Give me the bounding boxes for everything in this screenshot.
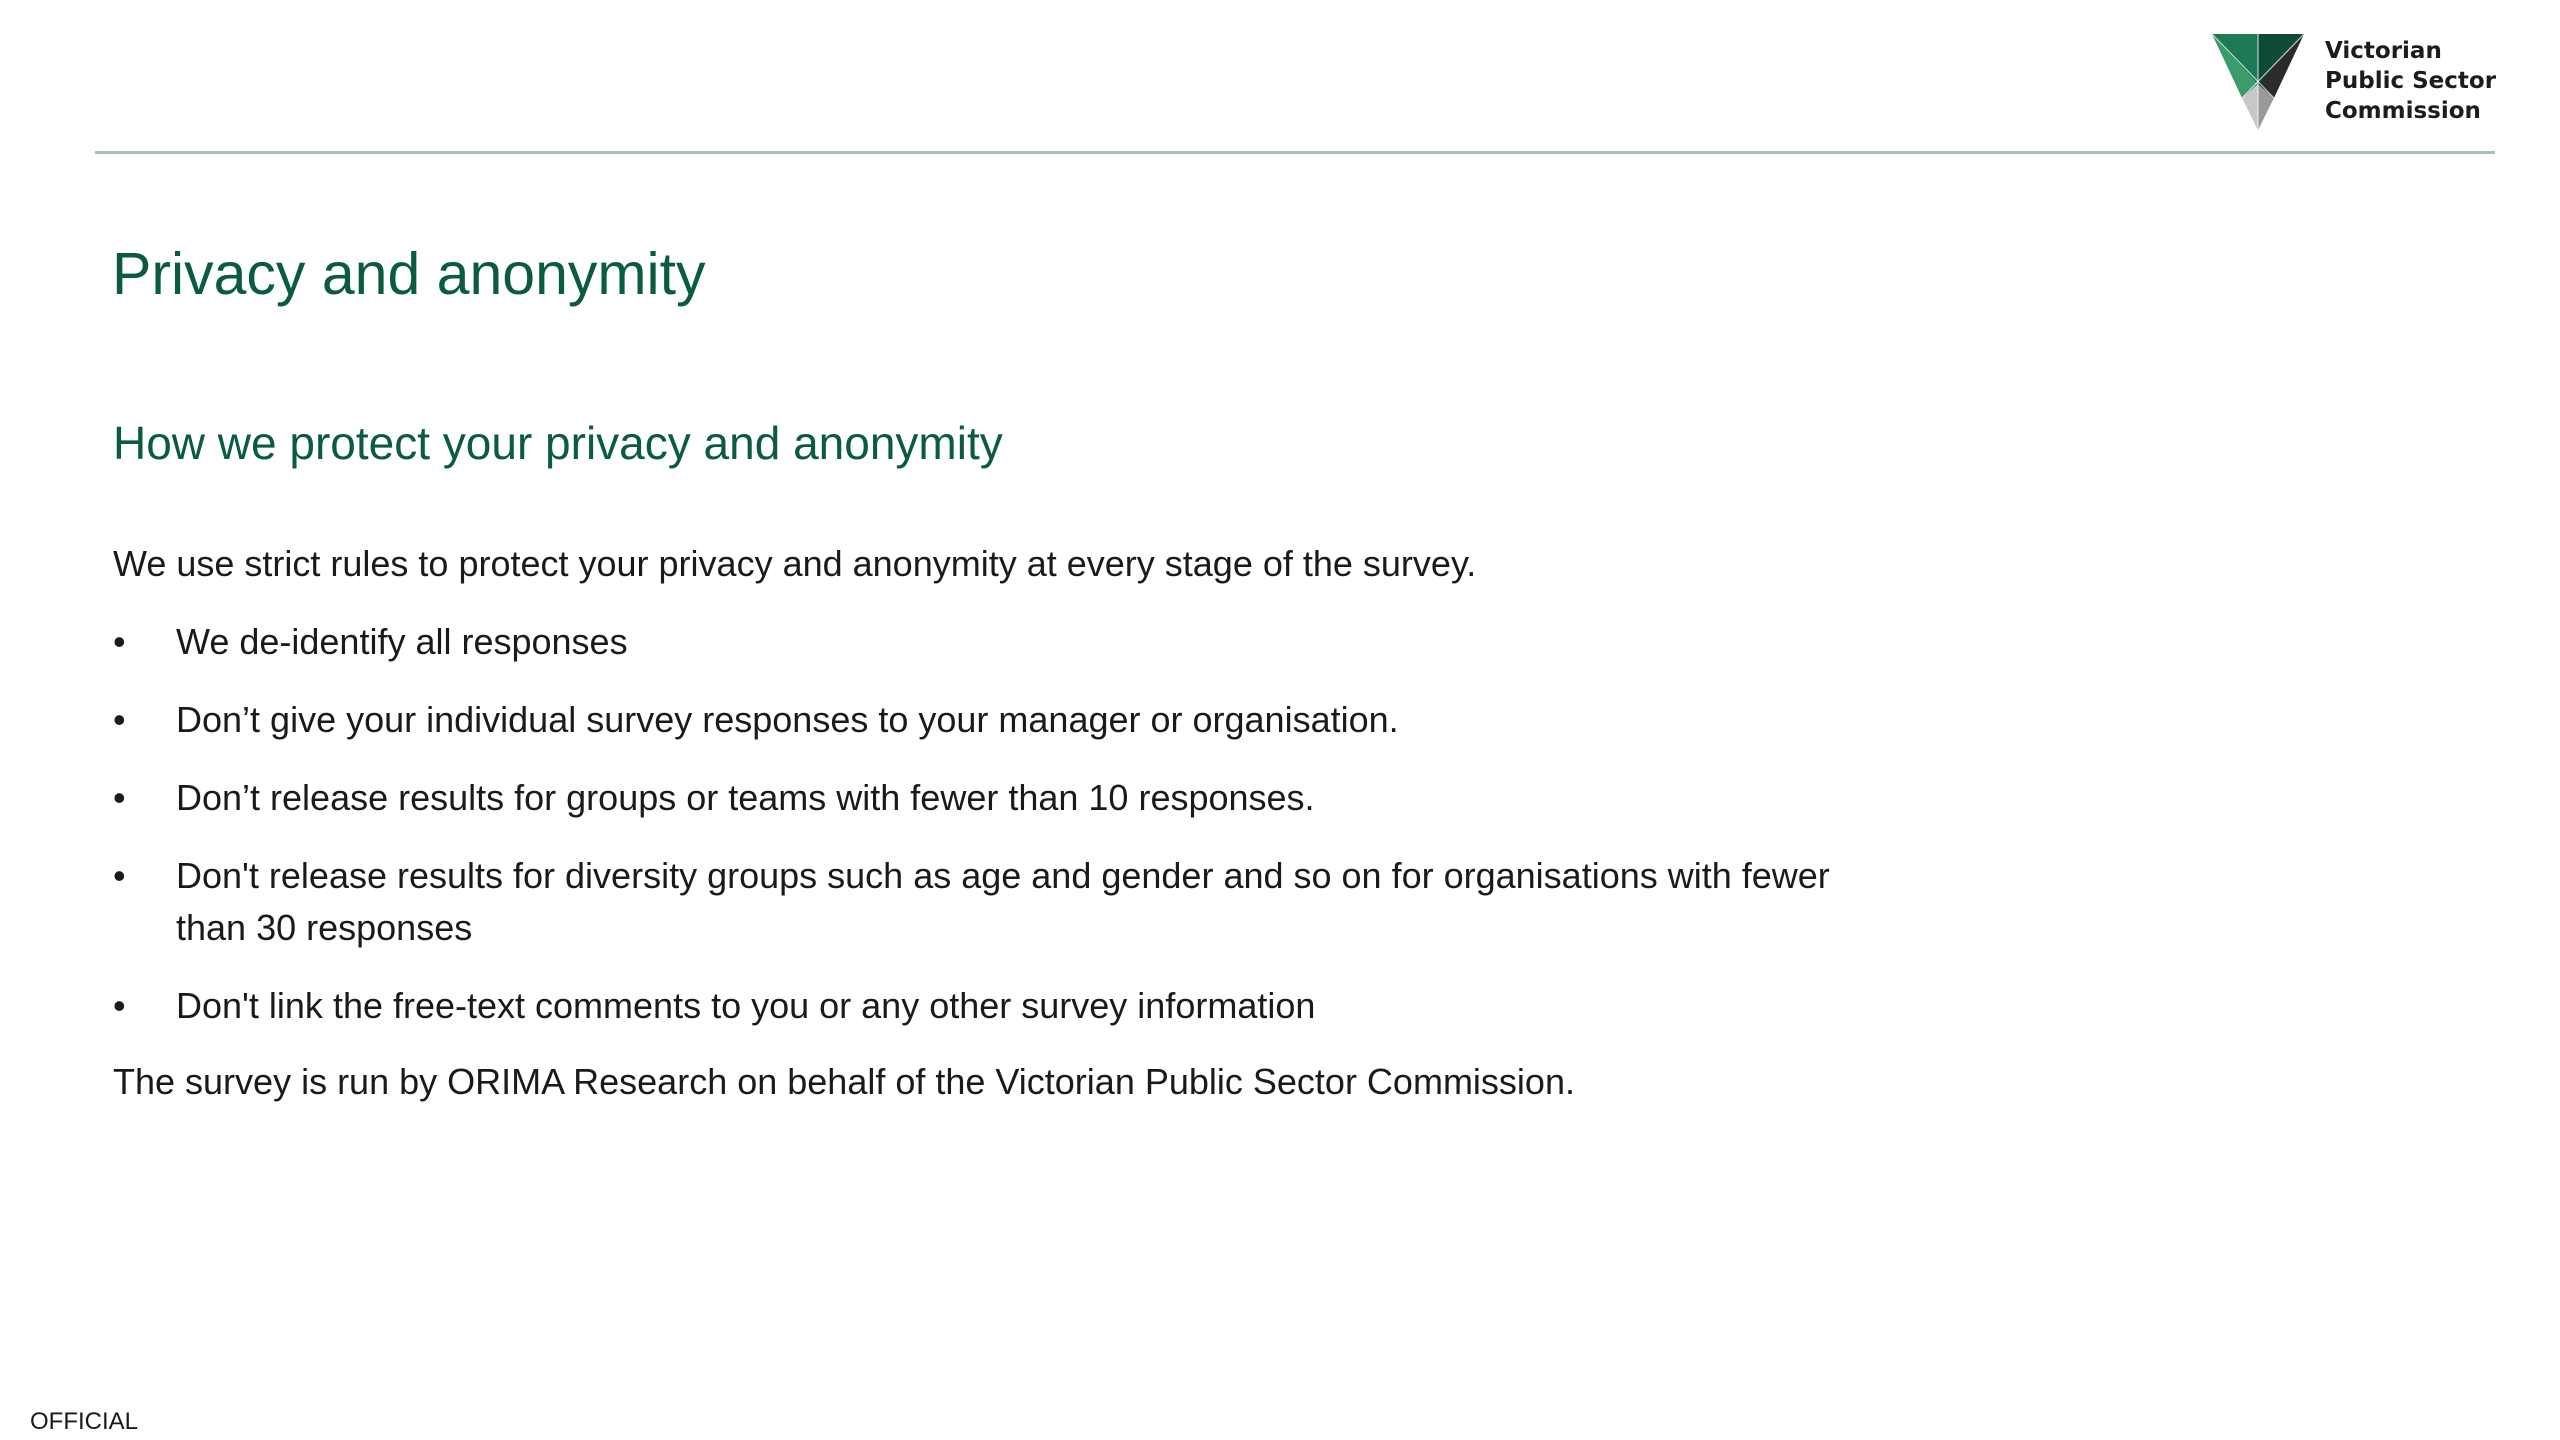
vpsc-logo xyxy=(2212,30,2532,140)
section-subtitle: How we protect your privacy and anonymity xyxy=(113,417,1003,469)
bullet-text: We de-identify all responses xyxy=(176,621,628,662)
bullet-text: Don't release results for diversity groups such as age and gender and so on for organisations with fewer than 30 responses xyxy=(176,855,1830,948)
bullet-icon: • xyxy=(113,777,126,818)
bullet-icon: • xyxy=(113,699,126,740)
vpsc-triangle-logo-icon xyxy=(2212,32,2304,132)
list-item xyxy=(113,850,1896,954)
list-item xyxy=(113,694,1896,746)
bullet-text: Don't link the free-text comments to you or any other survey information xyxy=(176,985,1316,1026)
logo-line-2: Public Sector xyxy=(2325,68,2497,94)
list-item xyxy=(113,980,1896,1032)
classification-label: OFFICIAL xyxy=(30,1408,139,1435)
bullet-icon: • xyxy=(113,621,126,662)
bullet-text: Don’t release results for groups or teams with fewer than 10 responses. xyxy=(176,777,1315,818)
bullet-icon: • xyxy=(113,985,126,1026)
slide-body xyxy=(113,538,1913,1108)
logo-line-3: Commission xyxy=(2325,98,2481,124)
bullet-text: Don’t give your individual survey responses to your manager or organisation. xyxy=(176,699,1399,740)
intro-paragraph: We use strict rules to protect your privacy and anonymity at every stage of the survey. xyxy=(113,543,1477,584)
outro-paragraph: The survey is run by ORIMA Research on behalf of the Victorian Public Sector Commission. xyxy=(113,1061,1575,1102)
list-item xyxy=(113,772,1896,824)
privacy-bullet-list xyxy=(113,616,1913,1032)
header-divider xyxy=(95,151,2495,154)
list-item xyxy=(113,616,1896,668)
logo-wordmark xyxy=(2325,36,2496,126)
page-title: Privacy and anonymity xyxy=(112,241,706,307)
bullet-icon: • xyxy=(113,855,126,896)
logo-line-1: Victorian xyxy=(2325,38,2442,64)
